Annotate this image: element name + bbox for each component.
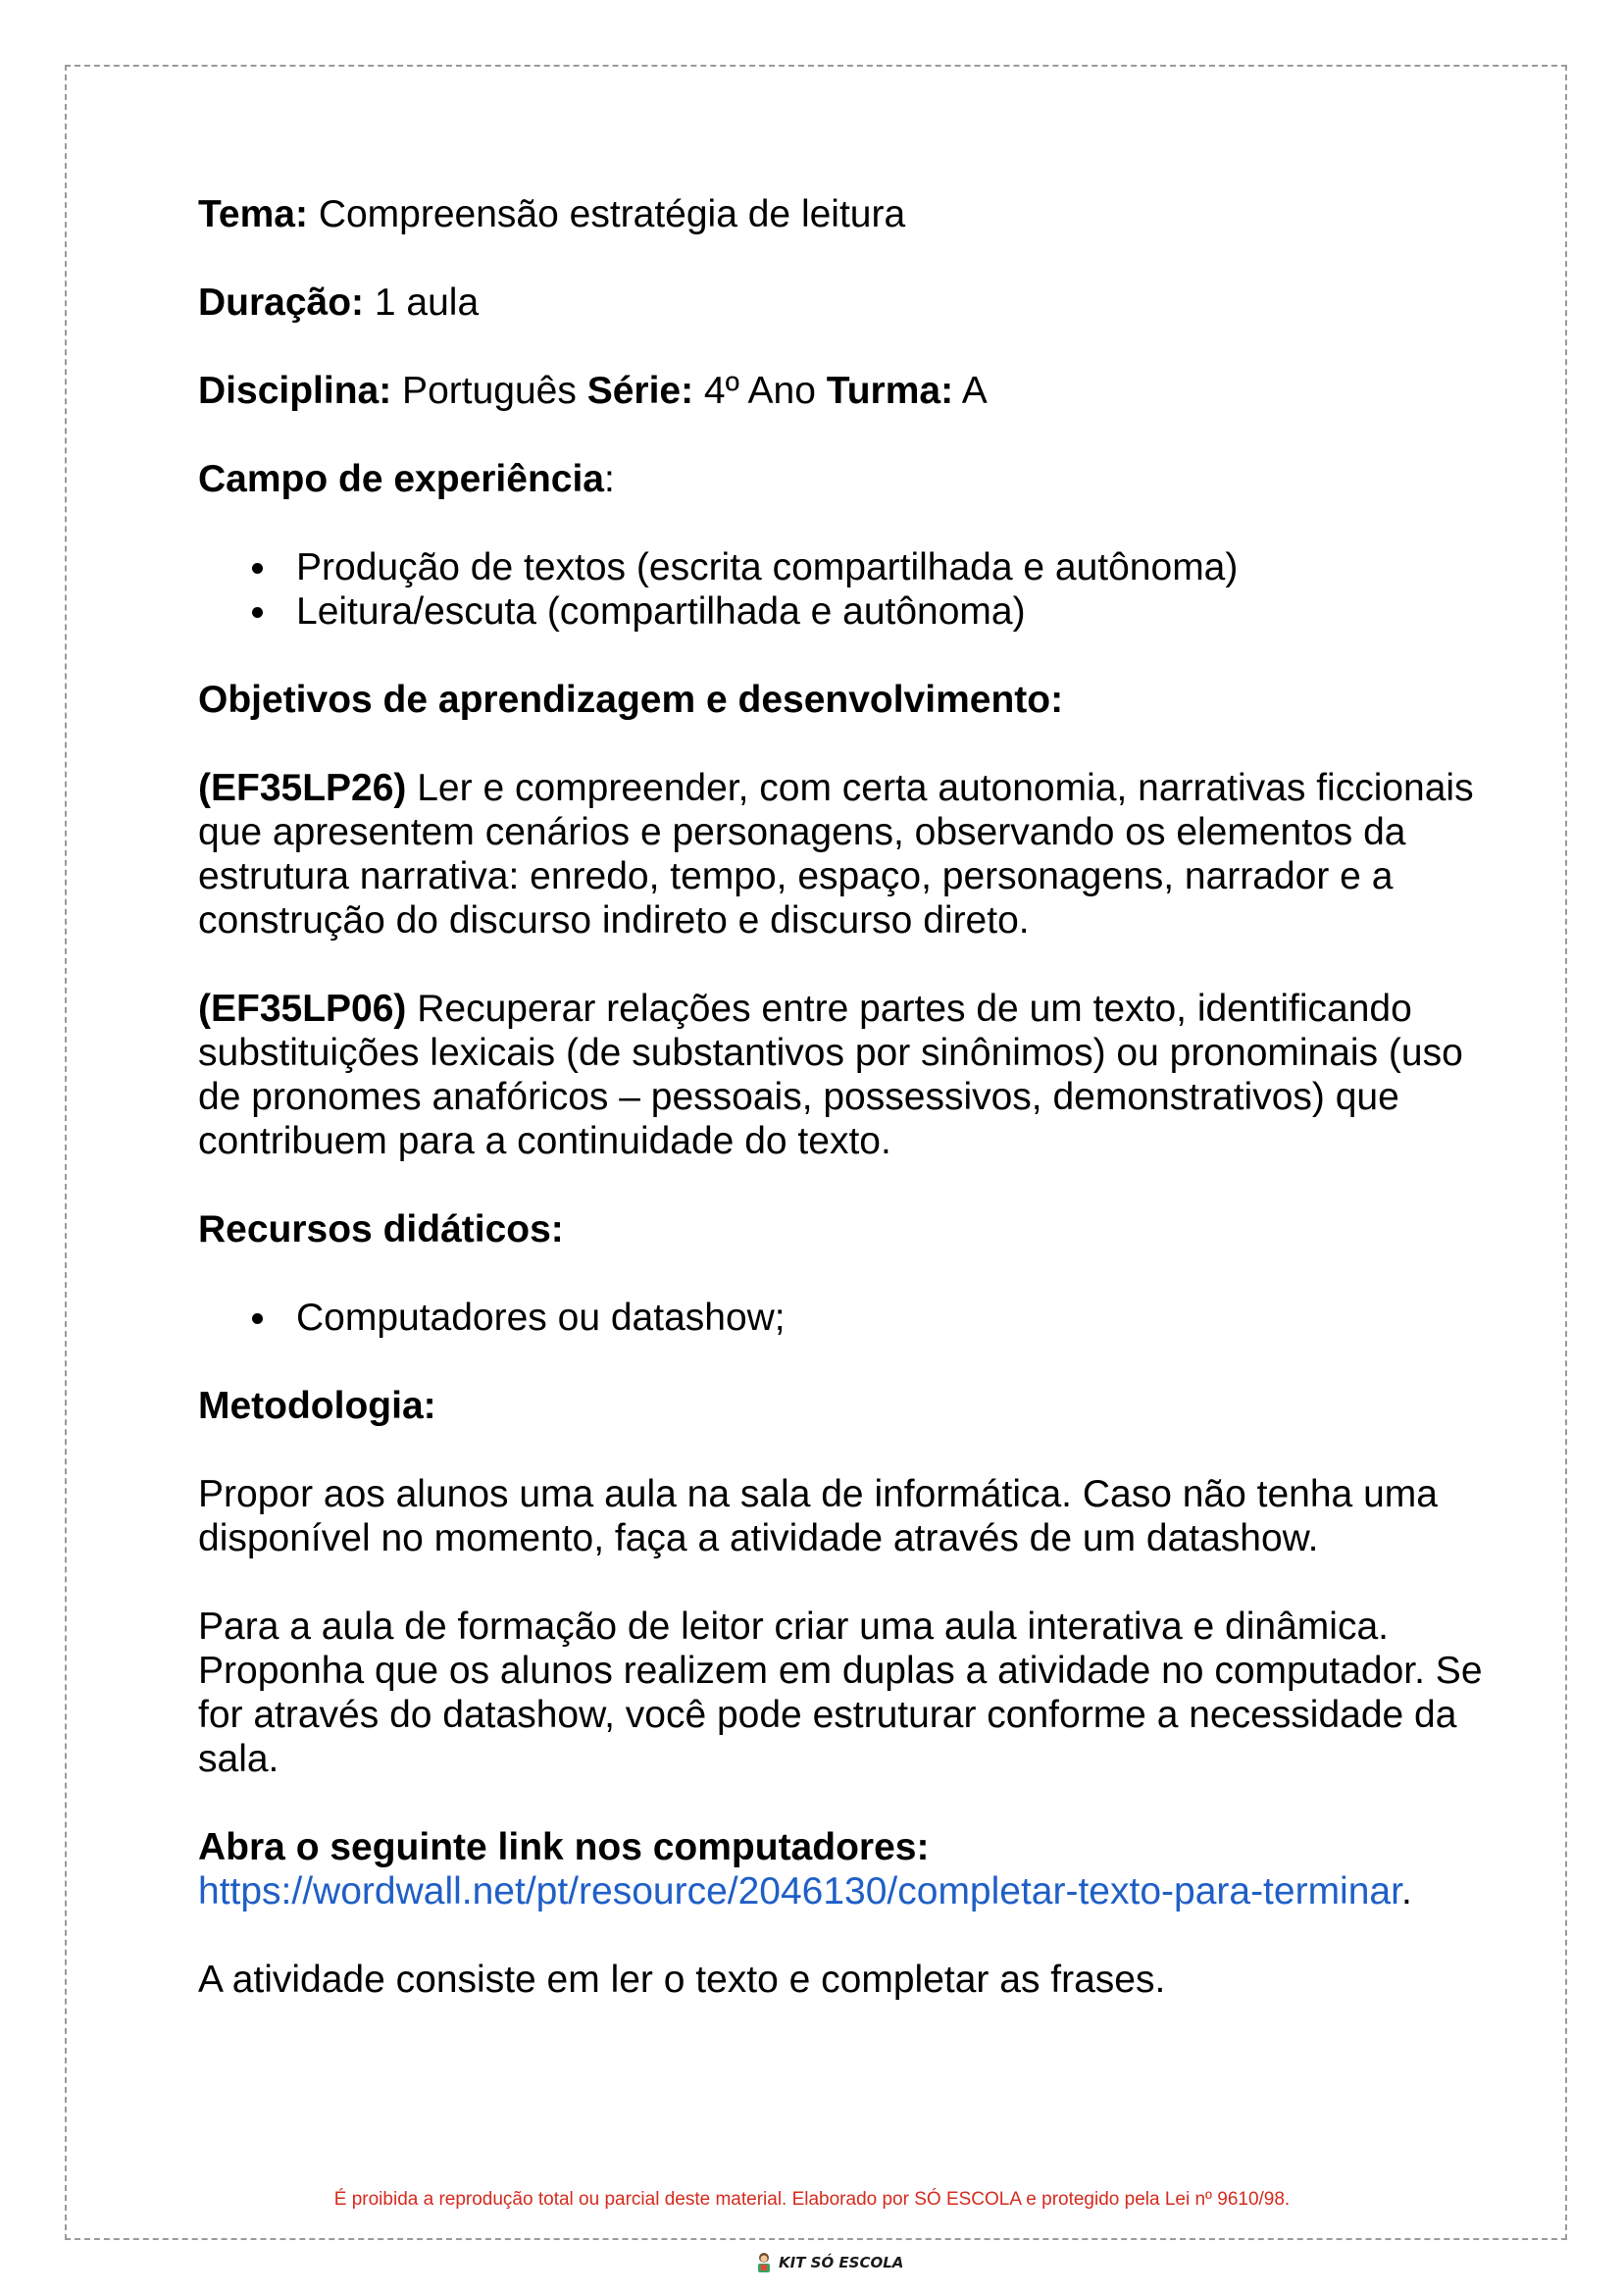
link-heading: Abra o seguinte link nos computadores: — [198, 1826, 930, 1868]
recursos-list — [198, 1296, 1493, 1340]
objetivo-text: Recuperar relações entre partes de um texto, identificando substituições lexicais (de substantivos por sinônimos) ou pronominais (uso de pronomes anafóricos – pessoais, possessivos, demonstrativos) que contribuem para a continuidade do texto. — [198, 988, 1463, 1162]
duracao-line — [198, 280, 1493, 325]
metodologia-paragraph-2: Para a aula de formação de leitor criar uma aula interativa e dinâmica. Proponha que os alunos realizem em duplas a atividade no computador. Se for através do datashow, você pode estruturar conforme a necessidade da sala. — [198, 1606, 1483, 1780]
campo-heading — [198, 457, 1493, 501]
disciplina-line — [198, 369, 1493, 413]
serie-value: 4º Ano — [693, 370, 827, 412]
list-item — [198, 1296, 1493, 1340]
bullet-icon — [252, 1313, 263, 1324]
turma-value: A — [953, 370, 988, 412]
tema-line — [198, 192, 1493, 236]
metodologia-paragraph-1: Propor aos alunos uma aula na sala de informática. Caso não tenha uma disponível no momento, faça a atividade através de um datashow. — [198, 1473, 1438, 1559]
objetivo-paragraph — [198, 987, 1493, 1163]
lesson-plan-body — [198, 192, 1493, 2002]
list-item-text: Computadores ou datashow; — [296, 1297, 786, 1339]
list-item — [198, 589, 1493, 634]
turma-label: Turma: — [826, 370, 954, 412]
disciplina-value: Português — [391, 370, 587, 412]
duracao-label: Duração: — [198, 281, 365, 324]
school-kid-icon — [755, 2252, 773, 2273]
link-suffix: . — [1400, 1870, 1412, 1912]
wordwall-link[interactable]: https://wordwall.net/pt/resource/2046130/completar-texto-para-terminar — [198, 1870, 1401, 1912]
serie-label: Série: — [586, 370, 694, 412]
objetivo-code: (EF35LP26) — [198, 767, 407, 809]
link-line — [198, 1869, 1493, 1913]
closing-paragraph: A atividade consiste em ler o texto e completar as frases. — [198, 1959, 1166, 2001]
tema-value: Compreensão estratégia de leitura — [307, 193, 906, 235]
campo-list — [198, 545, 1493, 634]
tema-label: Tema: — [198, 193, 308, 235]
list-item — [198, 545, 1493, 589]
bullet-icon — [252, 607, 263, 618]
campo-label: Campo de experiência — [198, 458, 604, 500]
copyright-notice: É proibida a reprodução total ou parcial deste material. Elaborado por SÓ ESCOLA e protegido pela Lei nº 9610/98. — [333, 2189, 1291, 2210]
brand-logo — [755, 2251, 903, 2274]
recursos-heading: Recursos didáticos: — [198, 1208, 564, 1250]
objetivo-code: (EF35LP06) — [198, 988, 407, 1030]
disciplina-label: Disciplina: — [198, 370, 392, 412]
duracao-value: 1 aula — [364, 281, 480, 324]
bullet-icon — [252, 563, 263, 574]
brand-name: KIT SÓ ESCOLA — [779, 2254, 904, 2271]
list-item-text: Produção de textos (escrita compartilhada e autônoma) — [296, 546, 1239, 588]
objetivos-heading: Objetivos de aprendizagem e desenvolvimento: — [198, 679, 1064, 721]
campo-colon: : — [604, 458, 615, 500]
objetivo-text: Ler e compreender, com certa autonomia, narrativas ficcionais que apresentem cenários e personagens, observando os elementos da estrutura narrativa: enredo, tempo, espaço, personagens, narrador e a construção do discurso indireto e discurso direto. — [198, 767, 1474, 942]
objetivo-paragraph — [198, 766, 1493, 943]
list-item-text: Leitura/escuta (compartilhada e autônoma) — [296, 590, 1026, 633]
metodologia-heading: Metodologia: — [198, 1385, 436, 1427]
